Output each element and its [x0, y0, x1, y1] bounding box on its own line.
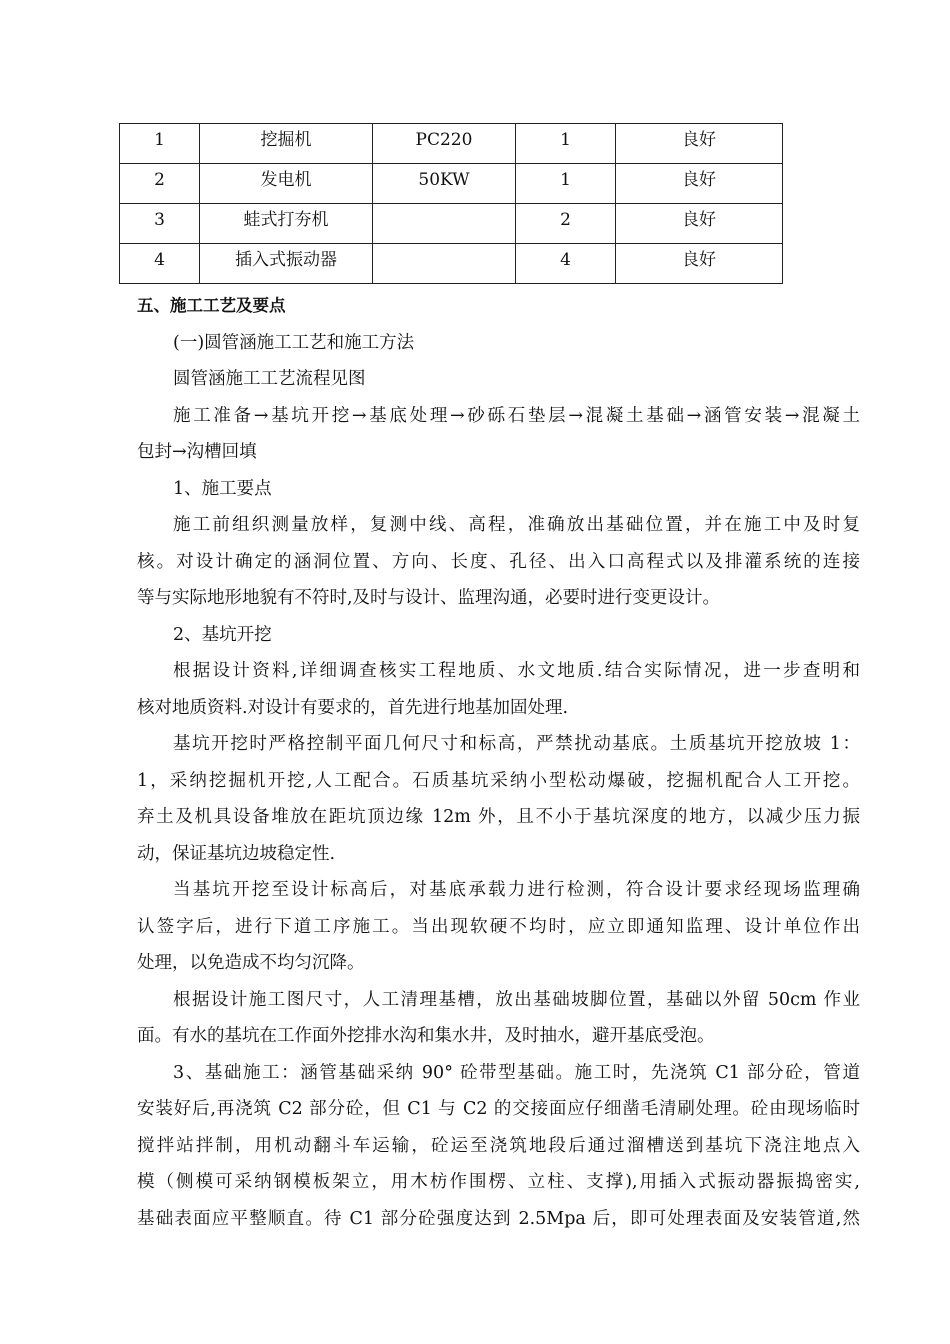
- paragraph-line: 核。对设计确定的涵洞位置、方向、长度、孔径、出入口高程式以及排灌系统的连接: [137, 551, 860, 572]
- table-cell: 挖掘机: [200, 124, 373, 164]
- section-title: 五、施工工艺及要点: [137, 296, 286, 315]
- paragraph-line: 面。有水的基坑在工作面外挖排水沟和集水井，及时抽水，避开基底受泡。: [137, 1026, 715, 1046]
- subheading: 2、基坑开挖: [173, 624, 272, 645]
- table-cell: 插入式振动器: [200, 244, 373, 284]
- paragraph-line: 基坑开挖时严格控制平面几何尺寸和标高，严禁扰动基底。土质基坑开挖放坡 1：: [173, 734, 860, 754]
- paragraph-line: 模（侧模可采纳钢模板架立，用木枋作围楞、立柱、支撑),用插入式振动器振捣密实,: [137, 1172, 860, 1192]
- paragraph-line: 基础表面应平整顺直。待 C1 部分砼强度达到 2.5Mpa 后，即可处理表面及安装管道,然: [137, 1208, 860, 1229]
- table-cell: 蛙式打夯机: [200, 204, 373, 244]
- table-row: [120, 244, 783, 284]
- table-row: [120, 124, 783, 164]
- paragraph-line: 安装好后,再浇筑 C2 部分砼，但 C1 与 C2 的交接面应仔细凿毛清刷处理。砼由现场临时: [137, 1099, 860, 1119]
- table-cell: 发电机: [200, 164, 373, 204]
- paragraph-line: 施工前组织测量放样，复测中线、高程，准确放出基础位置，并在施工中及时复: [173, 515, 860, 535]
- body-text: [137, 288, 860, 1237]
- table-cell: 3: [120, 204, 200, 244]
- table-cell: 2: [120, 164, 200, 204]
- paragraph-line: 处理，以免造成不均匀沉降。: [137, 953, 365, 973]
- equipment-table: [119, 123, 783, 284]
- paragraph-line: 认签字后，进行下道工序施工。当出现软硬不均时，应立即通知监理、设计单位作出: [137, 916, 860, 937]
- table-cell: 良好: [616, 204, 783, 244]
- table-cell: 50KW: [373, 164, 516, 204]
- table-cell: 2: [516, 204, 616, 244]
- table-cell: PC220: [373, 124, 516, 164]
- table-row: [120, 164, 783, 204]
- table-cell: 1: [516, 164, 616, 204]
- table-cell: 1: [120, 124, 200, 164]
- table-cell: 良好: [616, 124, 783, 164]
- paragraph-line: 核对地质资料.对设计有要求的，首先进行地基加固处理.: [137, 697, 569, 718]
- paragraph-line: 弃土及机具设备堆放在距坑顶边缘 12m 外，且不小于基坑深度的地方，以减少压力振: [137, 807, 860, 827]
- paragraph-line: 根据设计施工图尺寸，人工清理基槽，放出基础坡脚位置，基础以外留 50cm 作业: [173, 989, 860, 1010]
- table-cell: [373, 204, 516, 244]
- subheading: 1、施工要点: [173, 478, 272, 499]
- table-row: [120, 204, 783, 244]
- paragraph-line: 当基坑开挖至设计标高后，对基底承载力进行检测，符合设计要求经现场监理确: [173, 880, 860, 900]
- paragraph-line: 1，采纳挖掘机开挖,人工配合。石质基坑采纳小型松动爆破，挖掘机配合人工开挖。: [137, 770, 860, 791]
- sub-title: (一)圆管涵施工工艺和施工方法: [173, 332, 415, 353]
- table-cell: 良好: [616, 164, 783, 204]
- table-cell: [373, 244, 516, 284]
- paragraph-line: 3、基础施工：涵管基础采纳 90° 砼带型基础。施工时，先浇筑 C1 部分砼，管道: [173, 1062, 860, 1083]
- table-cell: 4: [120, 244, 200, 284]
- flow-line: 包封→沟槽回填: [137, 442, 257, 462]
- table-cell: 1: [516, 124, 616, 164]
- paragraph-line: 搅拌站拌制，用机动翻斗车运输，砼运至浇筑地段后通过溜槽送到基坑下浇注地点入: [137, 1135, 860, 1156]
- paragraph-line: 等与实际地形地貌有不符时,及时与设计、监理沟通，必要时进行变更设计。: [137, 588, 721, 608]
- table-cell: 良好: [616, 244, 783, 284]
- paragraph-line: 动，保证基坑边坡稳定性.: [137, 843, 336, 864]
- flow-line: 施工准备→基坑开挖→基底处理→砂砾石垫层→混凝土基础→涵管安装→混凝土: [173, 405, 860, 426]
- table-cell: 4: [516, 244, 616, 284]
- flow-title: 圆管涵施工工艺流程见图: [173, 369, 366, 389]
- paragraph-line: 根据设计资料,详细调查核实工程地质、水文地质.结合实际情况，进一步查明和: [173, 661, 860, 681]
